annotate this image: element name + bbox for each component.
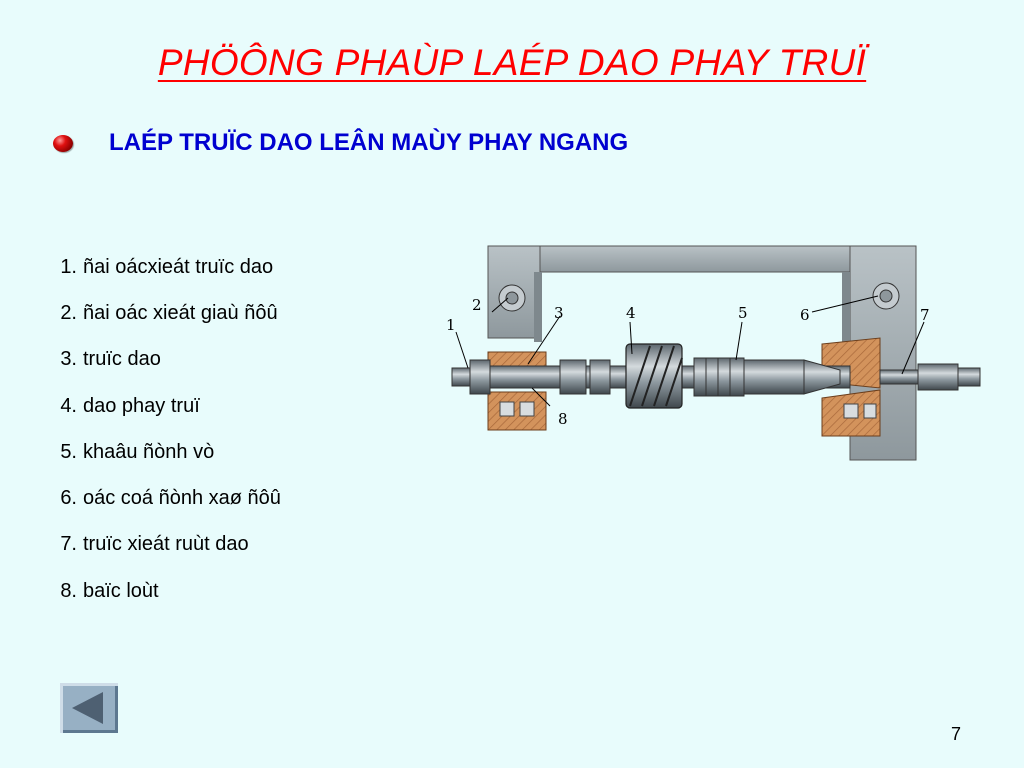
list-item xyxy=(38,383,281,429)
arbor-mounting-diagram xyxy=(440,240,986,462)
item-label: ñai oácxieát truïc dao xyxy=(83,255,274,278)
item-number: 7. xyxy=(60,533,77,556)
item-number: 4. xyxy=(60,394,77,417)
item-label: oác coá ñònh xaø ñôû xyxy=(83,487,281,510)
slide-subtitle: LAÉP TRUÏC DAO LEÂN MAÙY PHAY NGANG xyxy=(109,129,629,156)
list-item xyxy=(38,475,281,521)
item-label: ñai oác xieát giaù ñôû xyxy=(83,301,278,324)
item-label: baïc loùt xyxy=(83,579,159,602)
parts-list xyxy=(38,244,281,614)
callout-label: 1 xyxy=(446,316,456,334)
callout-label: 2 xyxy=(472,296,482,314)
callout-label: 5 xyxy=(738,304,748,322)
callout-label: 7 xyxy=(920,306,930,324)
list-item xyxy=(38,429,281,475)
item-number: 3. xyxy=(60,348,77,371)
list-item xyxy=(38,337,281,383)
cylindrical-milling-cutter xyxy=(626,344,682,408)
page-number: 7 xyxy=(950,724,961,744)
list-item xyxy=(38,522,281,568)
list-item xyxy=(38,244,281,290)
item-number: 1. xyxy=(60,255,77,278)
callout-label: 6 xyxy=(800,306,810,324)
triangle-left-icon xyxy=(60,683,118,733)
back-button[interactable] xyxy=(60,683,118,733)
bearing-housing-left xyxy=(488,352,546,430)
callout-label: 8 xyxy=(558,410,568,428)
slide-title: PHÖÔNG PHAÙP LAÉP DAO PHAY TRUÏ xyxy=(157,42,867,83)
item-label: dao phay truï xyxy=(83,394,200,417)
item-number: 2. xyxy=(60,301,77,324)
list-item xyxy=(38,290,281,336)
list-item xyxy=(38,568,281,614)
item-number: 5. xyxy=(60,440,77,463)
callout-label: 4 xyxy=(626,304,636,322)
callout-label: 3 xyxy=(554,304,564,322)
item-number: 8. xyxy=(60,579,77,602)
item-label: truïc xieát ruùt dao xyxy=(83,533,249,556)
item-label: truïc dao xyxy=(83,348,161,371)
item-label: khaâu ñònh vò xyxy=(83,440,215,463)
item-number: 6. xyxy=(60,487,77,510)
bullet-icon xyxy=(53,135,73,152)
